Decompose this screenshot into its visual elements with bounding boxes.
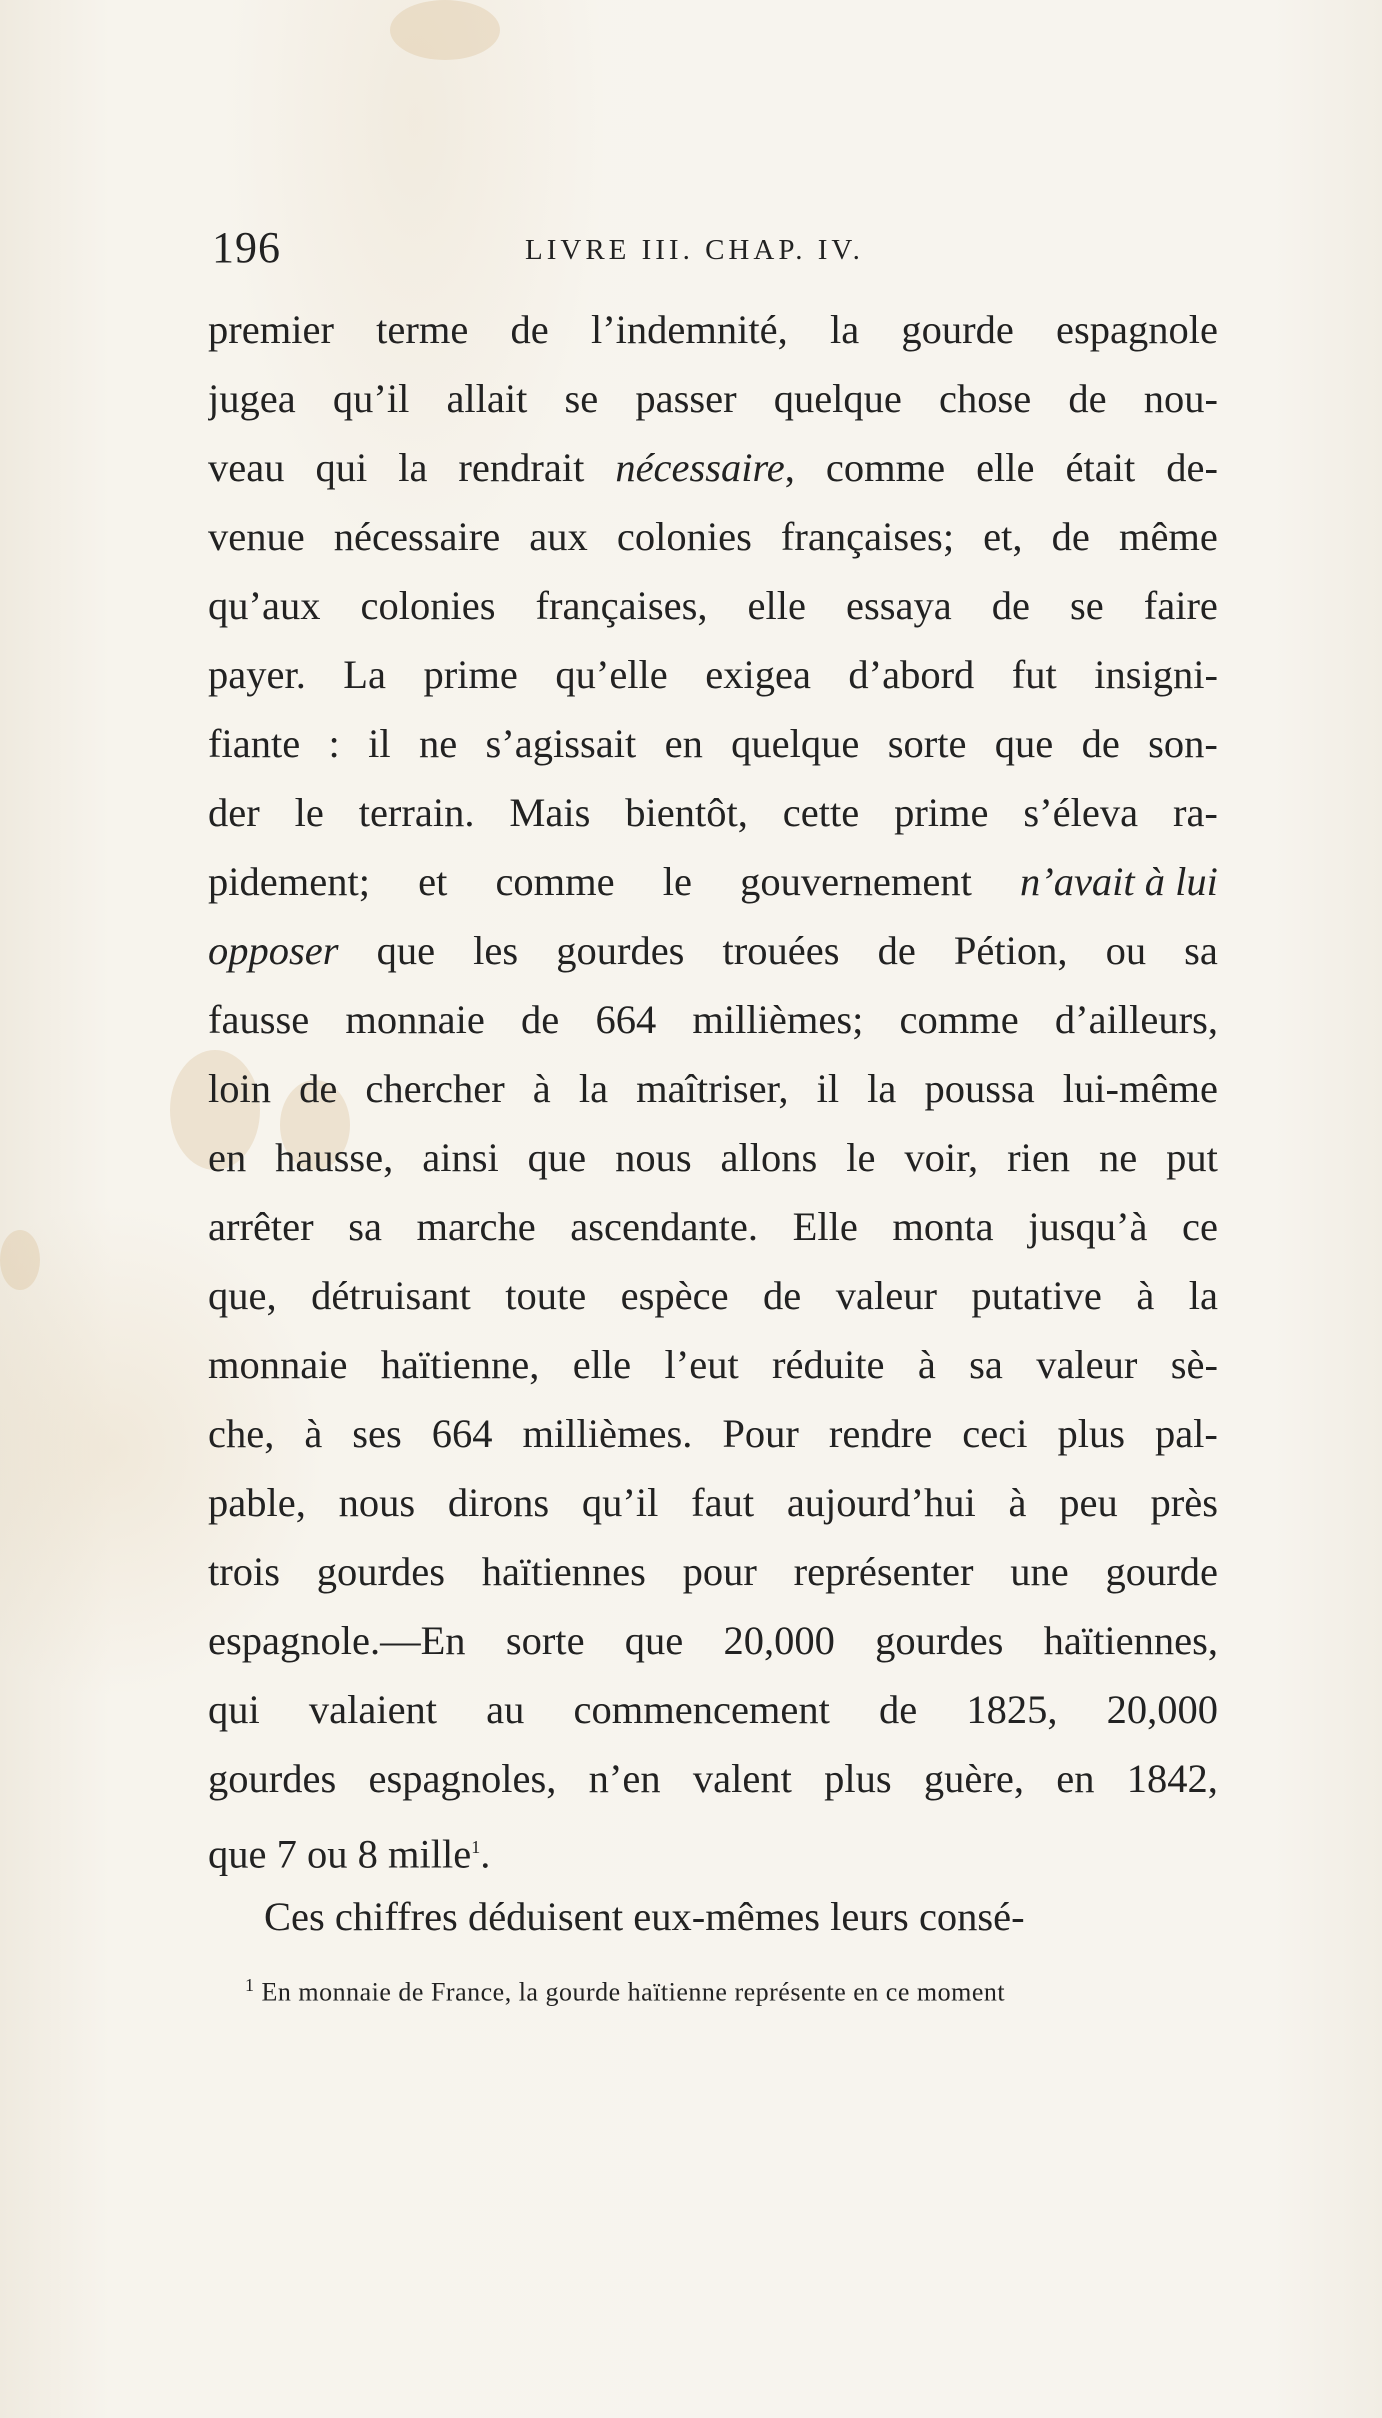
word: venue [208, 514, 305, 559]
word: gourdes [875, 1618, 1004, 1663]
word: à [1136, 1273, 1155, 1318]
word: lui-même [1062, 1066, 1218, 1111]
text-line [208, 640, 1218, 709]
word: pour [682, 1549, 757, 1594]
italic-word: opposer [208, 928, 339, 973]
word: représenter [793, 1549, 974, 1594]
italic-phrase: n’avait à lui [1019, 859, 1218, 904]
word: chercher [365, 1066, 505, 1111]
word: valeur [835, 1273, 937, 1318]
word: gourdes [316, 1549, 445, 1594]
word: : [328, 721, 340, 766]
word: à [532, 1066, 551, 1111]
word: de [879, 1687, 918, 1732]
word: en [664, 721, 703, 766]
word: ascendante. [570, 1204, 759, 1249]
word: colonies [360, 583, 496, 628]
word: de [1068, 376, 1107, 421]
word: l’eut [664, 1342, 739, 1387]
word: sorte [887, 721, 967, 766]
word: fausse [208, 997, 310, 1042]
word: peu [1059, 1480, 1118, 1525]
word: arrêter [208, 1204, 314, 1249]
word: ainsi [422, 1135, 499, 1180]
word: exigea [705, 652, 811, 697]
word: voir, [904, 1135, 979, 1180]
word: ceci [962, 1411, 1028, 1456]
word: haïtiennes [481, 1549, 646, 1594]
word: faire [1143, 583, 1218, 628]
word: fut [1011, 652, 1057, 697]
word: jugea [208, 376, 296, 421]
text-line: pidement; et comme le gouvernement n’avait à lui [208, 847, 1218, 916]
word: sè- [1170, 1342, 1218, 1387]
word: l’indemnité, [590, 307, 788, 352]
word: nou- [1143, 376, 1218, 421]
word: 1842, [1126, 1756, 1218, 1801]
word: haïtienne, [380, 1342, 540, 1387]
word: valent [692, 1756, 792, 1801]
word: premier [208, 307, 334, 352]
text-line [208, 1744, 1218, 1813]
text-line [208, 364, 1218, 433]
word: qui [208, 1687, 260, 1732]
word: détruisant [311, 1273, 471, 1318]
paragraph-start: Ces chiffres déduisent eux-mêmes leurs consé- [264, 1894, 1025, 1939]
text-line [208, 1192, 1218, 1261]
word: gourde [901, 307, 1014, 352]
text-line: que 7 ou 8 mille$^1$. [208, 1831, 491, 1877]
word: de [299, 1066, 338, 1111]
word: monnaie [208, 1342, 348, 1387]
word: que [994, 721, 1054, 766]
word: monta [892, 1204, 994, 1249]
word: s’agissait [485, 721, 637, 766]
word: ce [1181, 1204, 1218, 1249]
text-line [208, 1330, 1218, 1399]
word: à [304, 1411, 323, 1456]
paper-stain [390, 0, 500, 60]
word: pable, [208, 1480, 306, 1525]
word: pal- [1154, 1411, 1218, 1456]
word: 1825, [966, 1687, 1058, 1732]
word: la [578, 1066, 609, 1111]
word: Mais [509, 790, 591, 835]
footnote-text: En monnaie de France, la gourde haïtienne représente en ce moment [261, 1977, 1006, 2007]
word: jusqu’à [1028, 1204, 1148, 1249]
word: même [1118, 514, 1218, 559]
word: qu’il [581, 1480, 659, 1525]
word: plus [824, 1756, 892, 1801]
word: millièmes; [692, 997, 864, 1042]
text-line [208, 1261, 1218, 1330]
word: au [486, 1687, 525, 1732]
text-line [208, 778, 1218, 847]
word: espagnole.—En [208, 1618, 466, 1663]
text-line: opposer que les gourdes trouées de Pétion, ou sa [208, 916, 1218, 985]
word: que [624, 1618, 684, 1663]
word: espagnoles, [368, 1756, 557, 1801]
word: que [527, 1135, 587, 1180]
word: plus [1057, 1411, 1125, 1456]
word: terrain. [358, 790, 475, 835]
footnote-mark: 1 [245, 1975, 255, 1995]
word: haïtiennes, [1043, 1618, 1218, 1663]
word: 664 [595, 997, 657, 1042]
word: prime [423, 652, 518, 697]
word: fiante [208, 721, 301, 766]
word: dirons [447, 1480, 550, 1525]
word: de [510, 307, 549, 352]
text-line [208, 985, 1218, 1054]
running-head: LIVRE III. CHAP. IV. [525, 234, 864, 266]
word: loin [208, 1066, 272, 1111]
word: gourde [1105, 1549, 1218, 1594]
word: quelque [773, 376, 902, 421]
word: elle [747, 583, 806, 628]
word: rien [1007, 1135, 1071, 1180]
footnote [245, 1975, 1215, 2008]
word: Elle [792, 1204, 858, 1249]
page-header [212, 222, 1216, 282]
word: Pour [722, 1411, 799, 1456]
word: son- [1148, 721, 1218, 766]
text-line [208, 1537, 1218, 1606]
word: il [368, 721, 391, 766]
word: essaya [846, 583, 952, 628]
word: valaient [308, 1687, 438, 1732]
word: une [1010, 1549, 1069, 1594]
word: 664 [431, 1411, 493, 1456]
word: en [1056, 1756, 1095, 1801]
word: passer [635, 376, 737, 421]
word: de [763, 1273, 802, 1318]
word: prime [894, 790, 989, 835]
text-line [208, 1399, 1218, 1468]
word: françaises, [535, 583, 708, 628]
word: de [1051, 514, 1090, 559]
footnote-reference[interactable]: 1 [471, 1837, 481, 1857]
word: la [1188, 1273, 1218, 1318]
page-number: 196 [212, 223, 281, 272]
word: ra- [1172, 790, 1218, 835]
word: marche [416, 1204, 536, 1249]
word: de [521, 997, 560, 1042]
word: trois [208, 1549, 281, 1594]
word: nous [615, 1135, 692, 1180]
word: millièmes. [522, 1411, 693, 1456]
word: allait [446, 376, 528, 421]
word: ne [1098, 1135, 1138, 1180]
word: guère, [923, 1756, 1024, 1801]
word: n’en [588, 1756, 661, 1801]
word: der [208, 790, 260, 835]
word: espagnole [1056, 307, 1218, 352]
word: valeur [1036, 1342, 1138, 1387]
word: cette [782, 790, 860, 835]
word: à [1008, 1480, 1027, 1525]
word: quelque [731, 721, 860, 766]
word: d’abord [848, 652, 975, 697]
word: se [1069, 583, 1104, 628]
text-line [208, 1882, 1218, 1951]
text-line: veau qui la rendrait nécessaire, comme elle était de- [208, 445, 1218, 490]
word: allons [720, 1135, 818, 1180]
word: nous [338, 1480, 416, 1525]
word: le [294, 790, 324, 835]
word: ne [418, 721, 458, 766]
word: aujourd’hui [786, 1480, 976, 1525]
word: putative [971, 1273, 1102, 1318]
word: maîtriser, [636, 1066, 789, 1111]
word: de [991, 583, 1030, 628]
word: ses [352, 1411, 402, 1456]
word: près [1150, 1480, 1218, 1525]
word: la [867, 1066, 897, 1111]
paper-stain [0, 1230, 40, 1290]
word: bientôt, [625, 790, 748, 835]
word: il [816, 1066, 840, 1111]
word: poussa [924, 1066, 1035, 1111]
word: d’ailleurs, [1054, 997, 1218, 1042]
word: insigni- [1094, 652, 1218, 697]
word: faut [691, 1480, 755, 1525]
word: françaises; [780, 514, 955, 559]
paragraph-end: que 7 ou 8 mille [208, 1831, 472, 1877]
word: sa [969, 1342, 1003, 1387]
word: gourdes [208, 1756, 337, 1801]
word: chose [939, 376, 1032, 421]
word: terme [376, 307, 469, 352]
word: de [1081, 721, 1120, 766]
text-line [208, 1606, 1218, 1675]
text-line [208, 1123, 1218, 1192]
word: que, [208, 1273, 277, 1318]
text-line [208, 295, 1218, 364]
word: nécessaire [333, 514, 501, 559]
word: et, [983, 514, 1023, 559]
word: hausse, [275, 1135, 394, 1180]
word: rendre [828, 1411, 933, 1456]
text-line [208, 709, 1218, 778]
word: espèce [620, 1273, 729, 1318]
word: monnaie [345, 997, 485, 1042]
word: à [917, 1342, 936, 1387]
word: qu’elle [555, 652, 668, 697]
text-line [208, 1054, 1218, 1123]
word: en [208, 1135, 247, 1180]
word: s’éleva [1023, 790, 1139, 835]
word: le [846, 1135, 876, 1180]
text-line [208, 1468, 1218, 1537]
word: La [343, 652, 386, 697]
text-line [208, 571, 1218, 640]
body-text [208, 295, 1218, 1951]
word: elle [572, 1342, 632, 1387]
text-line [208, 1675, 1218, 1744]
word: che, [208, 1411, 275, 1456]
word: réduite [772, 1342, 885, 1387]
word: colonies [616, 514, 752, 559]
word: se [564, 376, 599, 421]
text-line [208, 502, 1218, 571]
word: 20,000 [1106, 1687, 1218, 1732]
word: put [1166, 1135, 1218, 1180]
word: la [829, 307, 860, 352]
word: sa [348, 1204, 382, 1249]
word: aux [529, 514, 588, 559]
word: sorte [505, 1618, 585, 1663]
word: qu’il [332, 376, 410, 421]
word: 20,000 [723, 1618, 835, 1663]
italic-word: nécessaire [615, 445, 785, 490]
word: qu’aux [208, 583, 321, 628]
word: toute [505, 1273, 587, 1318]
word: comme [899, 997, 1019, 1042]
word: commencement [573, 1687, 830, 1732]
word: payer. [208, 652, 306, 697]
